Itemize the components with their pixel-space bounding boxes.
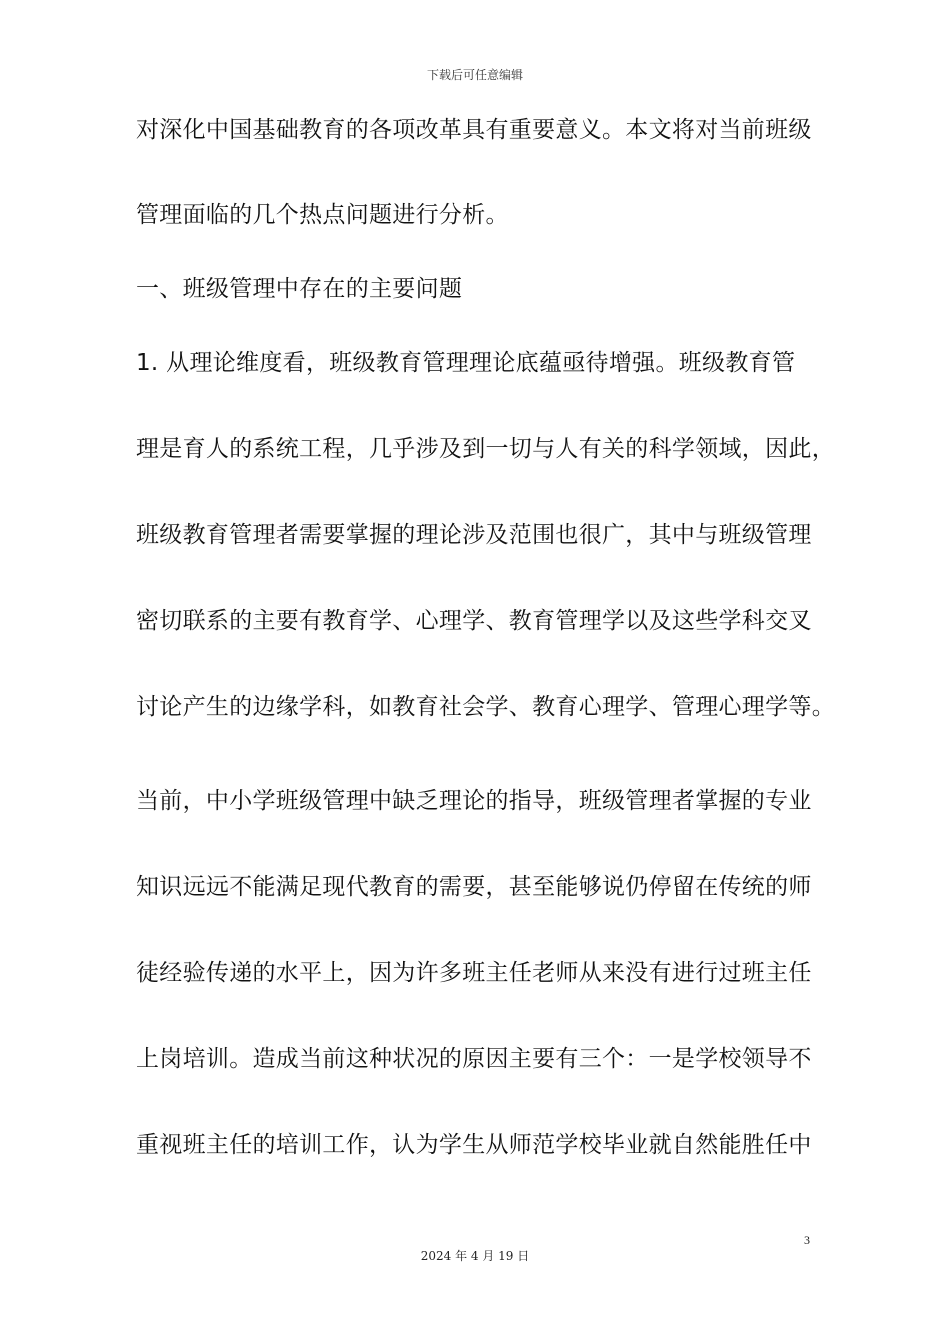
page-number: 3	[804, 1233, 810, 1247]
paragraph-line: 对深化中国基础教育的各项改革具有重要意义。本文将对当前班级	[136, 117, 812, 143]
section-heading: 一、班级管理中存在的主要问题	[136, 276, 463, 302]
paragraph-line: 知识远远不能满足现代教育的需要，甚至能够说仍停留在传统的师	[136, 874, 812, 900]
paragraph-line: 徒经验传递的水平上，因为许多班主任老师从来没有进行过班主任	[136, 960, 812, 986]
page-footer-date: 2024 年 4 月 19 日	[420, 1249, 530, 1263]
paragraph-line: 上岗培训。造成当前这种状况的原因主要有三个：一是学校领导不	[136, 1046, 812, 1072]
paragraph-line: 1. 从理论维度看，班级教育管理理论底蕴亟待增强。班级教育管	[136, 350, 796, 376]
paragraph-line: 管理面临的几个热点问题进行分析。	[136, 202, 509, 228]
page-header: 下载后可任意编辑	[426, 68, 523, 82]
paragraph-line: 班级教育管理者需要掌握的理论涉及范围也很广，其中与班级管理	[136, 522, 812, 548]
paragraph-line: 讨论产生的边缘学科，如教育社会学、教育心理学、管理心理学等。	[136, 694, 835, 720]
paragraph-line: 理是育人的系统工程，几乎涉及到一切与人有关的科学领域，因此，	[136, 436, 835, 462]
paragraph-line: 密切联系的主要有教育学、心理学、教育管理学以及这些学科交叉	[136, 608, 812, 634]
paragraph-line: 当前，中小学班级管理中缺乏理论的指导，班级管理者掌握的专业	[136, 788, 812, 814]
paragraph-line: 重视班主任的培训工作，认为学生从师范学校毕业就自然能胜任中	[136, 1132, 812, 1158]
